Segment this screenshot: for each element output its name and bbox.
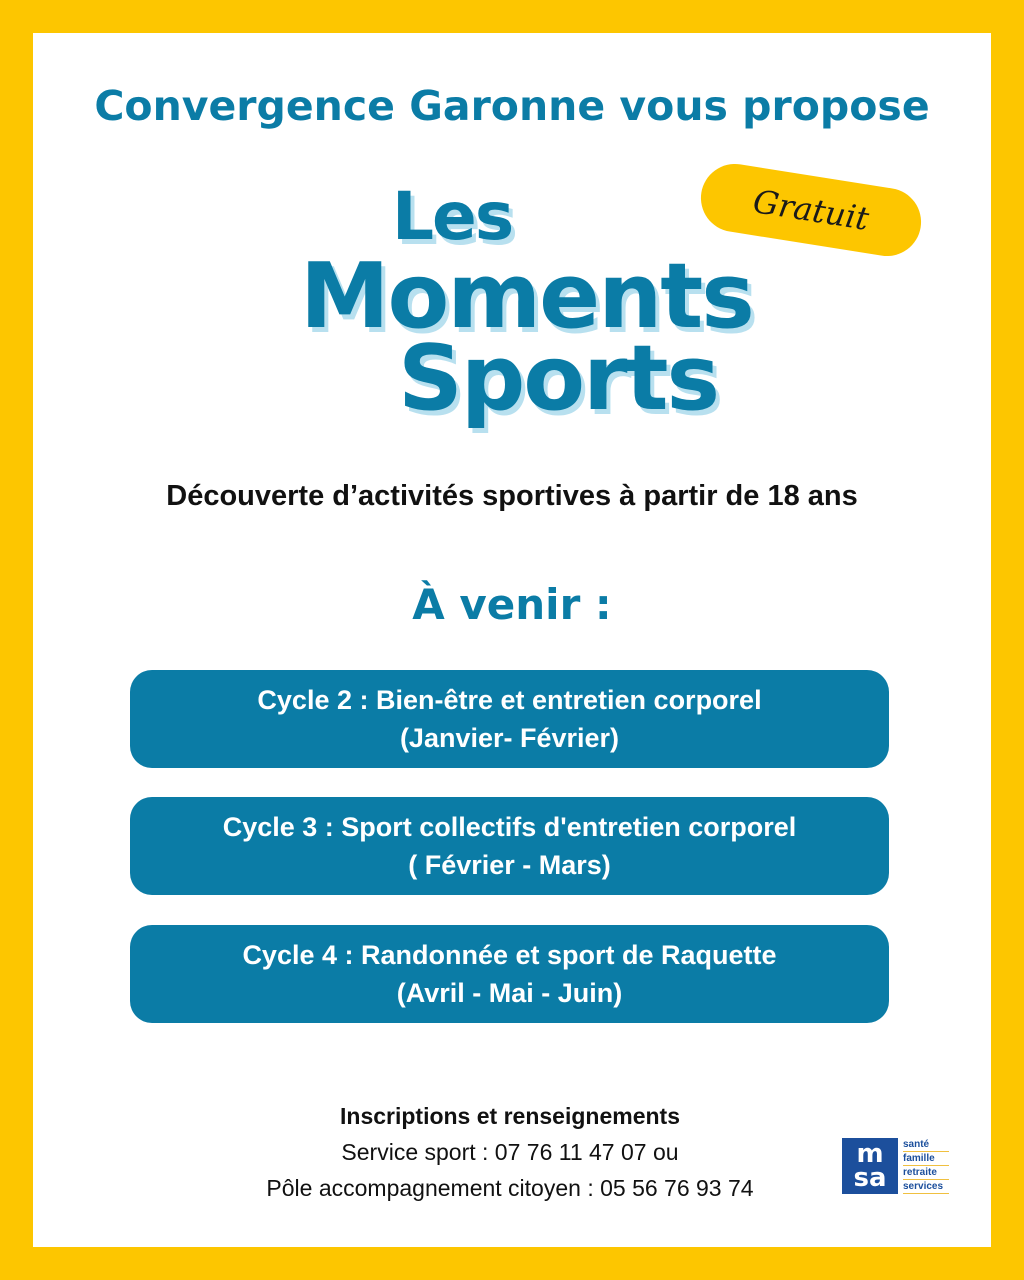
free-badge-label: Gratuit [750, 182, 872, 238]
msa-logo [842, 1138, 949, 1194]
title-les: Les [392, 178, 513, 255]
cycle-card-3 [130, 797, 889, 895]
contact-line-citizen: Pôle accompagnement citoyen : 05 56 76 93 74 [266, 1175, 754, 1201]
msa-logo-word: retraite [903, 1166, 949, 1180]
cycle-card-2 [130, 670, 889, 768]
msa-logo-mark-top: m [856, 1139, 884, 1169]
cycle-name: Cycle 4 : Randonnée et sport de Raquette [242, 940, 777, 970]
cycle-period: ( Février - Mars) [408, 850, 611, 880]
cycle-period: (Janvier- Février) [399, 723, 620, 753]
title-sports: Sports [398, 326, 719, 431]
cycle-card-4 [130, 925, 889, 1023]
msa-logo-text [903, 1138, 949, 1194]
msa-logo-mark [842, 1138, 898, 1194]
cycle-name: Cycle 2 : Bien-être et entretien corporel [257, 685, 762, 715]
msa-logo-mark-bottom: sa [853, 1163, 887, 1193]
title-moments: Moments [300, 244, 753, 349]
cycle-name: Cycle 3 : Sport collectifs d'entretien corporel [222, 812, 797, 842]
contact-title: Inscriptions et renseignements [340, 1103, 680, 1129]
cycle-period: (Avril - Mai - Juin) [396, 978, 623, 1008]
msa-logo-word: santé [903, 1138, 949, 1152]
headline: Convergence Garonne vous propose [94, 82, 930, 130]
subtitle: Découverte d’activités sportives à partir de 18 ans [166, 480, 858, 512]
contact-line-sport: Service sport : 07 76 11 47 07 ou [341, 1139, 679, 1165]
msa-logo-word: services [903, 1180, 949, 1194]
msa-logo-word: famille [903, 1152, 949, 1166]
upcoming-heading: À venir : [412, 580, 612, 629]
